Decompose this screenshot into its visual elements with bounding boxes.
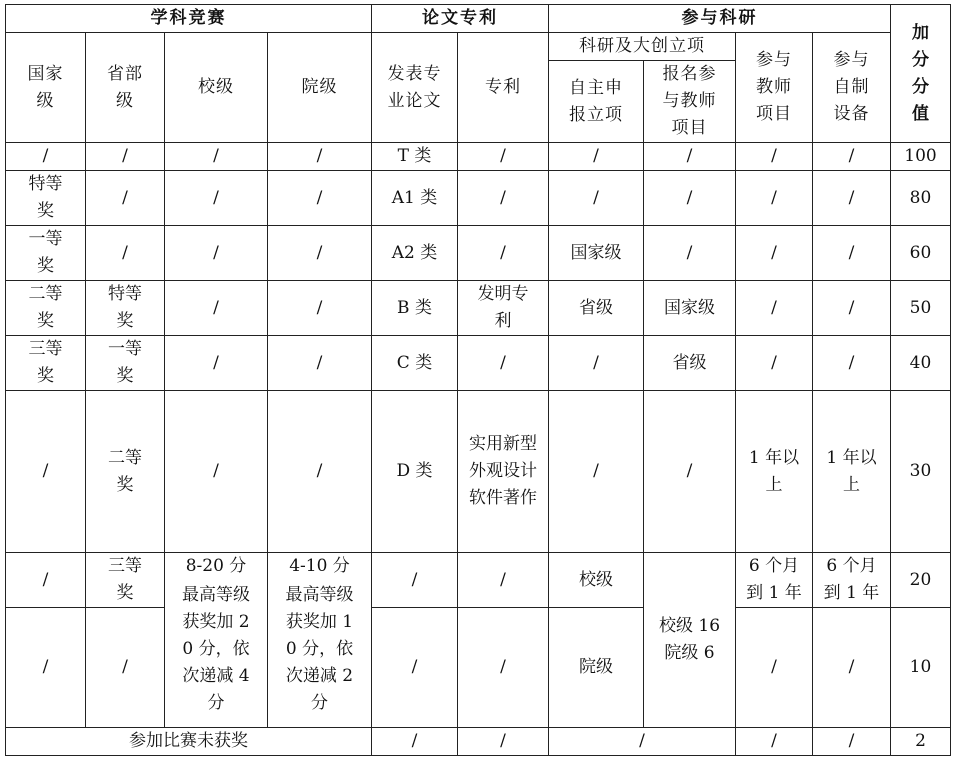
bonus-points-table	[5, 4, 951, 756]
subheader-self-apply-text: 自主申报立项	[569, 77, 623, 125]
table-row	[6, 281, 951, 336]
cell-national-text: 三等奖	[28, 339, 63, 386]
cell-provincial-text: 三等奖	[107, 556, 142, 603]
cell-patent-text: 实用新型 外观设计 软件著作	[468, 434, 537, 508]
cell-signup-teacher: /	[644, 391, 736, 553]
cell-college: /	[268, 171, 372, 226]
cell-points: 50	[891, 281, 951, 336]
cell-equipment: /	[813, 226, 891, 281]
cell-teacher-project: /	[736, 143, 813, 171]
subheader-teacher-project	[736, 33, 813, 143]
cell-paper: C 类	[372, 336, 458, 391]
subheader-national	[6, 33, 86, 143]
subheader-provincial-text: 省部级	[106, 63, 143, 111]
cell-school: /	[165, 391, 268, 553]
cell-equipment: /	[813, 336, 891, 391]
cell-teacher-project-text: 1 年以上	[748, 447, 800, 495]
cell-provincial-text: 特等奖	[107, 284, 142, 331]
cell-teacher-project: /	[736, 226, 813, 281]
cell-teacher-project: /	[736, 171, 813, 226]
cell-national: /	[6, 143, 86, 171]
cell-paper: A1 类	[372, 171, 458, 226]
header-points-text: 加分分值	[912, 22, 929, 124]
cell-school: /	[165, 336, 268, 391]
subheader-paper-text: 发表专业论文	[387, 63, 442, 111]
cell-paper: /	[372, 553, 458, 608]
cell-national: /	[6, 608, 86, 728]
subheader-national-text: 国家级	[27, 63, 64, 111]
cell-teacher-project	[736, 391, 813, 553]
cell-provincial	[86, 336, 165, 391]
cell-signup-teacher: /	[644, 143, 736, 171]
cell-equipment-text: 1 年以上	[826, 447, 877, 495]
cell-provincial: /	[86, 143, 165, 171]
cell-college: /	[268, 226, 372, 281]
cell-signup-teacher: /	[644, 171, 736, 226]
cell-equipment-text: 6 个月到 1 年	[823, 556, 880, 603]
cell-equipment: /	[813, 281, 891, 336]
cell-paper: D 类	[372, 391, 458, 553]
cell-national-text: 特等奖	[28, 174, 63, 221]
cell-paper: B 类	[372, 281, 458, 336]
table-row	[6, 553, 951, 608]
cell-self-apply: /	[549, 171, 644, 226]
subheader-patent: 专利	[458, 33, 549, 143]
cell-college-merged	[268, 553, 372, 728]
cell-school-merged	[165, 553, 268, 728]
cell-equipment: /	[813, 728, 891, 756]
cell-college: /	[268, 143, 372, 171]
cell-patent	[458, 391, 549, 553]
cell-points: 2	[891, 728, 951, 756]
header-research: 参与科研	[549, 5, 891, 33]
cell-equipment: /	[813, 608, 891, 728]
cell-points: 30	[891, 391, 951, 553]
header-row-1	[6, 5, 951, 33]
cell-provincial	[86, 391, 165, 553]
college-desc: 最高等级获奖加 10 分，依次递减 2 分	[285, 585, 354, 713]
cell-school: /	[165, 143, 268, 171]
cell-signup-teacher: 省级	[644, 336, 736, 391]
subheader-self-apply	[549, 61, 644, 143]
cell-national: /	[6, 391, 86, 553]
table-row	[6, 143, 951, 171]
subheader-teacher-project-text: 参与教师项目	[755, 50, 792, 124]
cell-patent: /	[458, 728, 549, 756]
cell-points: 10	[891, 608, 951, 728]
cell-college: /	[268, 336, 372, 391]
subheader-college: 院级	[268, 33, 372, 143]
cell-provincial	[86, 281, 165, 336]
table-row	[6, 336, 951, 391]
cell-school: /	[165, 171, 268, 226]
cell-provincial: /	[86, 171, 165, 226]
cell-signup-merged	[644, 553, 736, 728]
cell-equipment	[813, 553, 891, 608]
cell-teacher-project: /	[736, 336, 813, 391]
cell-teacher-project: /	[736, 728, 813, 756]
cell-patent: /	[458, 553, 549, 608]
header-competition: 学科竞赛	[6, 5, 372, 33]
score-table-container	[5, 4, 951, 756]
school-range: 8-20 分	[185, 556, 247, 576]
cell-points: 100	[891, 143, 951, 171]
subheader-signup-teacher	[644, 61, 736, 143]
header-points	[891, 5, 951, 143]
subheader-signup-teacher-text: 报名参与教师项目	[662, 64, 717, 138]
subheader-innovation-project: 科研及大创立项	[549, 33, 736, 61]
cell-teacher-project: /	[736, 281, 813, 336]
cell-patent	[458, 281, 549, 336]
cell-provincial-text: 一等奖	[107, 339, 142, 386]
cell-points: 40	[891, 336, 951, 391]
table-row-last	[6, 728, 951, 756]
cell-paper: A2 类	[372, 226, 458, 281]
cell-patent: /	[458, 143, 549, 171]
cell-national: /	[6, 553, 86, 608]
table-row	[6, 226, 951, 281]
cell-self-apply: 院级	[549, 608, 644, 728]
cell-teacher-project-text: 6 个月到 1 年	[746, 556, 802, 603]
cell-national	[6, 226, 86, 281]
signup-merged-text: 校级 16 院级 6	[658, 616, 721, 663]
cell-points: 60	[891, 226, 951, 281]
cell-patent: /	[458, 226, 549, 281]
cell-equipment: /	[813, 143, 891, 171]
cell-patent: /	[458, 608, 549, 728]
cell-self-apply: 校级	[549, 553, 644, 608]
cell-paper: T 类	[372, 143, 458, 171]
cell-national	[6, 171, 86, 226]
cell-self-apply: /	[549, 143, 644, 171]
college-range: 4-10 分	[289, 556, 350, 576]
cell-patent: /	[458, 336, 549, 391]
cell-national	[6, 336, 86, 391]
cell-signup-teacher: /	[644, 226, 736, 281]
cell-self-apply: /	[549, 336, 644, 391]
cell-patent: /	[458, 171, 549, 226]
table-row	[6, 391, 951, 553]
cell-school: /	[165, 281, 268, 336]
school-desc: 最高等级获奖加 20 分，依次递减 4 分	[181, 585, 250, 713]
cell-points: 80	[891, 171, 951, 226]
subheader-school: 校级	[165, 33, 268, 143]
cell-self-apply: 国家级	[549, 226, 644, 281]
cell-teacher-project: /	[736, 608, 813, 728]
cell-national-text: 一等奖	[28, 229, 63, 276]
cell-equipment	[813, 391, 891, 553]
cell-national	[6, 281, 86, 336]
header-row-2	[6, 33, 951, 61]
table-row	[6, 171, 951, 226]
cell-national-text: 二等奖	[28, 284, 63, 331]
cell-provincial: /	[86, 608, 165, 728]
cell-college: /	[268, 281, 372, 336]
cell-equipment: /	[813, 171, 891, 226]
cell-self-apply: /	[549, 391, 644, 553]
cell-no-award: 参加比赛未获奖	[6, 728, 372, 756]
subheader-self-equipment-text: 参与自制设备	[833, 50, 870, 124]
cell-paper: /	[372, 728, 458, 756]
cell-provincial: /	[86, 226, 165, 281]
header-paper-patent: 论文专利	[372, 5, 549, 33]
cell-teacher-project	[736, 553, 813, 608]
cell-college: /	[268, 391, 372, 553]
cell-self-apply: 省级	[549, 281, 644, 336]
cell-paper: /	[372, 608, 458, 728]
cell-points: 20	[891, 553, 951, 608]
subheader-provincial	[86, 33, 165, 143]
subheader-paper	[372, 33, 458, 143]
cell-signup-teacher: 国家级	[644, 281, 736, 336]
subheader-self-equipment	[813, 33, 891, 143]
table-row	[6, 608, 951, 728]
cell-provincial	[86, 553, 165, 608]
cell-school: /	[165, 226, 268, 281]
cell-provincial-text: 二等奖	[107, 447, 142, 495]
cell-patent-text: 发明专利	[477, 284, 529, 331]
cell-research: /	[549, 728, 736, 756]
